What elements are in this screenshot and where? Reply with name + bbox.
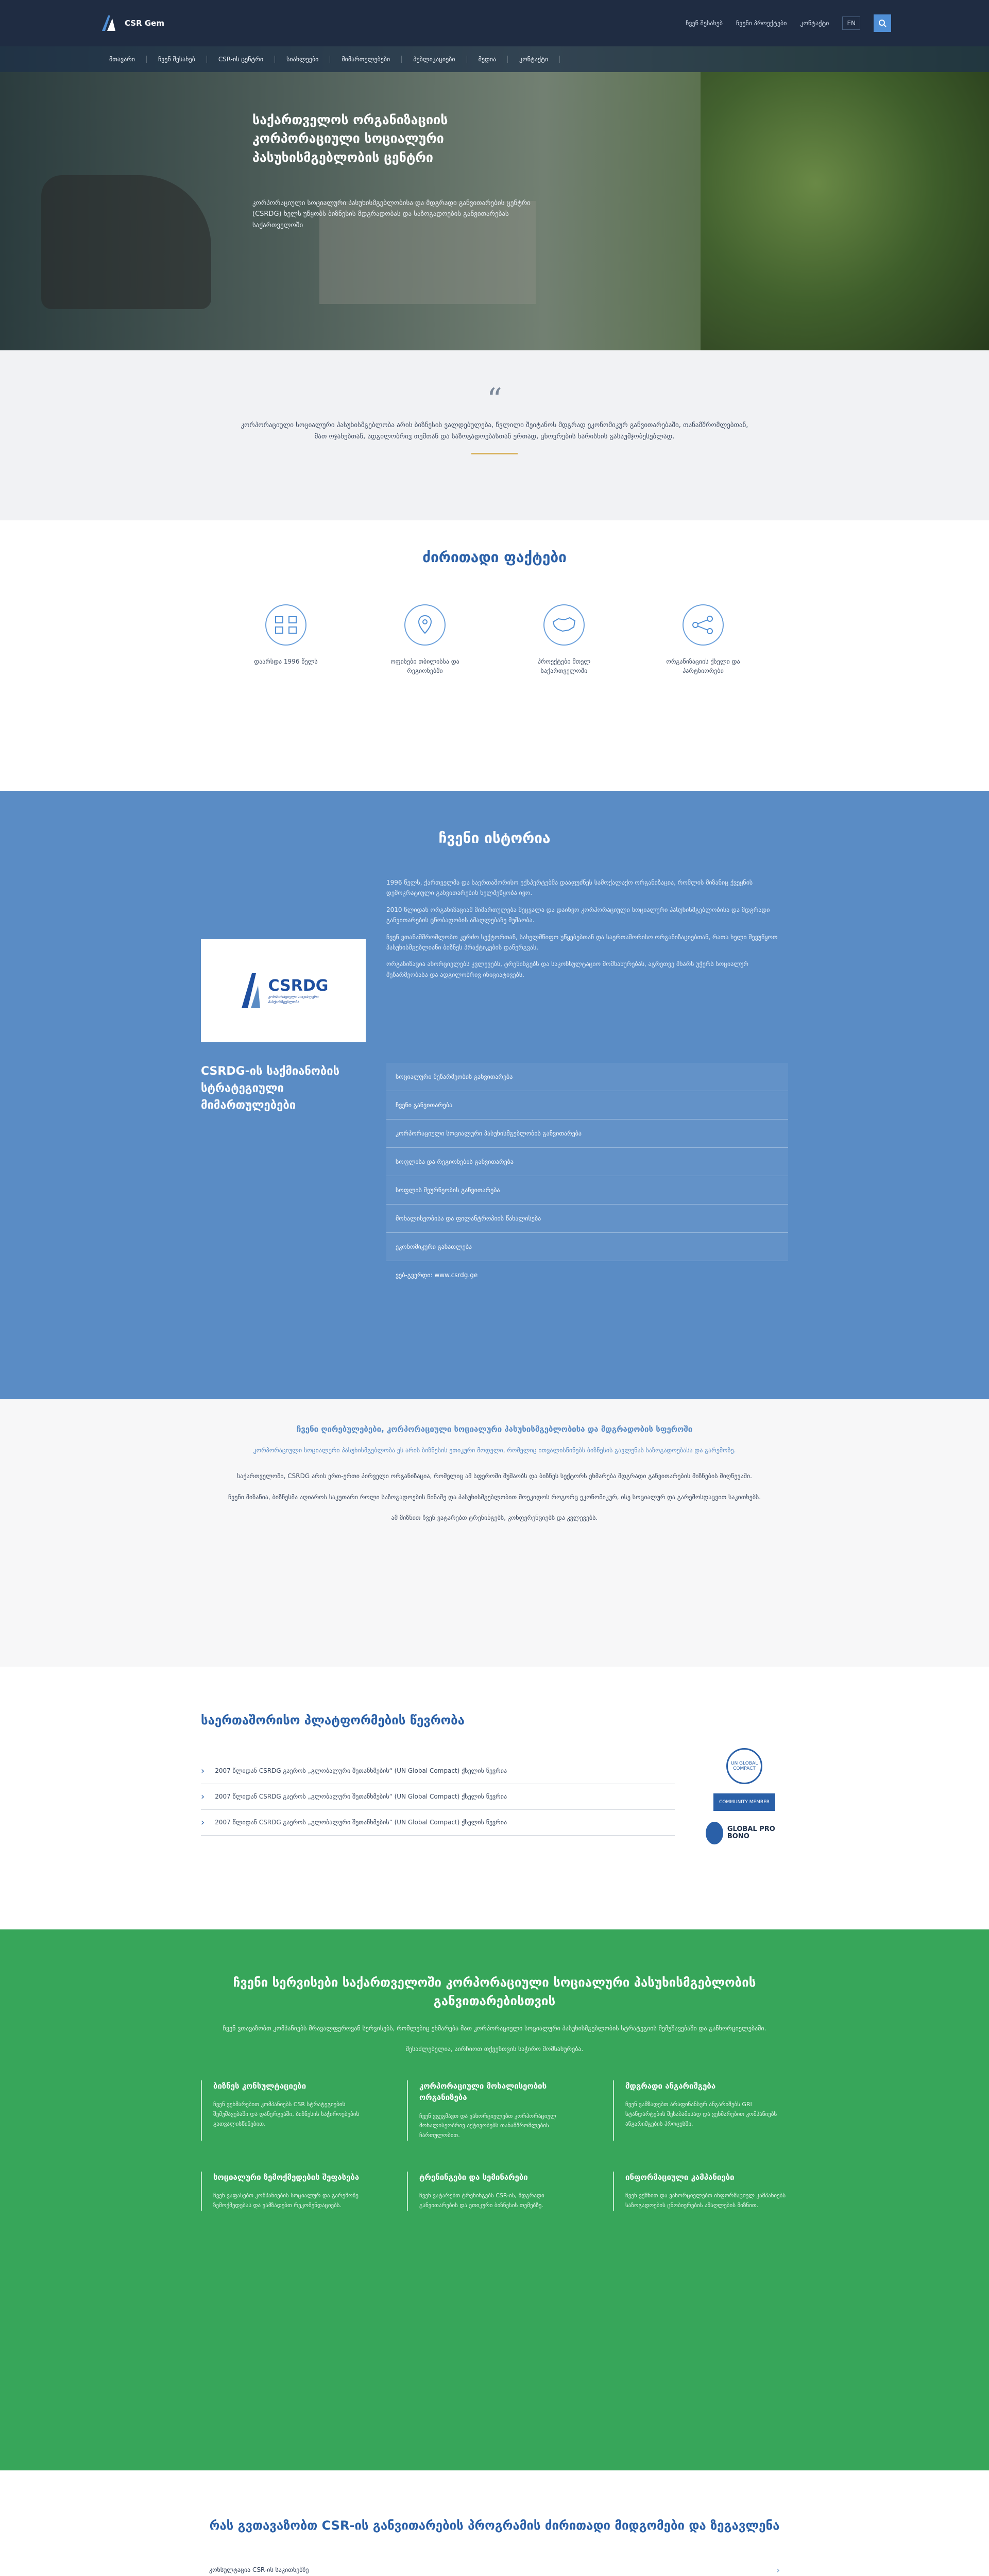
membership-text: 2007 წლიდან CSRDG გაეროს „გლობალური შეთანხმების“ (UN Global Compact) ქსელის წევრია — [215, 1792, 507, 1800]
top-link-contact[interactable]: კონტაქტი — [800, 20, 829, 27]
global-pro-bono-logo[interactable] — [706, 1820, 783, 1846]
principles-title: ჩვენი ღირებულებები, კორპორაციული სოციალური პასუხისმგებლობისა და მდგრადობის სფეროში — [296, 1425, 693, 1434]
nav-item-center[interactable]: CSR-ის ცენტრი — [207, 56, 275, 63]
why-list — [201, 2558, 788, 2576]
why-section — [0, 2470, 989, 2576]
direction-item[interactable]: მოხალისეობისა და ფილანტროპიის წახალისება — [386, 1205, 788, 1233]
service-text: ჩვენ ვატარებთ ტრენინგებს CSR-ის, მდგრადი განვითარების და ეთიკური ბიზნესის თემებზე. — [419, 2192, 544, 2209]
nav-item-news[interactable]: სიახლეები — [275, 56, 330, 63]
principles-paragraph: ამ მიზნით ჩვენ ვატარებთ ტრენინგებს, კონფერენციებს და კვლევებს. — [391, 1514, 598, 1522]
membership-text: 2007 წლიდან CSRDG გაეროს „გლობალური შეთანხმების“ (UN Global Compact) ქსელის წევრია — [215, 1818, 507, 1826]
people-icon — [265, 604, 306, 646]
service-title: ტრენინგები და სემინარები — [419, 2172, 528, 2182]
services-description: ჩვენ ვთავაზობთ კომპანიებს მრავალფეროვან სერვისებს, რომლებიც ეხმარება მათ კორპორაციული სოციალური პასუხისმგებლობის სტრატეგიის შემუშავებაში და განხორციელებაში. — [223, 2025, 766, 2032]
arrow-right-icon: › — [201, 1791, 205, 1802]
service-text: ჩვენ ვქმნით და ვახორციელებთ ინფორმაციულ კამპანიებს საზოგადოების ცნობიერების ამაღლების მიზნით. — [625, 2192, 786, 2209]
nav-item-about[interactable]: ჩვენ შესახებ — [147, 56, 207, 63]
principles-section — [0, 1399, 989, 1667]
services-section — [0, 1929, 989, 2470]
website-link[interactable]: ვებ-გვერდი: www.csrdg.ge — [396, 1272, 478, 1279]
service-title: მდგრადი ანგარიშგება — [625, 2081, 716, 2091]
service-card[interactable] — [407, 2172, 582, 2211]
csrdg-logo — [201, 939, 366, 1042]
quote-text: კორპორაციული სოციალური პასუხისმგებლობა არის ბიზნესის ვალდებულება, წვლილი შეიტანოს მდგრად ეკონომიკურ განვითარებაში, თანამშრომლებთან, მათ ოჯახებთან, ადგილობრივ თემთან და საზოგადოებასთან ერთად, ცხოვრების ხარისხის გასაუმჯობესებლად. — [241, 421, 748, 441]
logo-text: CSR Gem — [125, 19, 164, 28]
service-text: ჩვენ ვეხმარებით კომპანიებს CSR სტრატეგიების შემუშავებაში და დანერგვაში, ბიზნესის საჭიროებების გათვალისწინებით. — [213, 2101, 360, 2127]
service-text: ჩვენ ვამზადებთ არაფინანსურ ანგარიშებს GRI სტანდარტების შესაბამისად და ვეხმარებით კომპანიებს ანგარიშგების პროცესში. — [625, 2101, 777, 2127]
quote-section — [0, 350, 989, 520]
search-button[interactable] — [874, 14, 891, 32]
un-global-compact-logo[interactable]: UN GLOBAL COMPACT — [726, 1748, 762, 1784]
arrow-right-icon: › — [201, 1766, 205, 1776]
nav-item-media[interactable]: მედია — [467, 56, 508, 63]
csrdg-logo-text: CSRDG — [268, 977, 329, 995]
nav-item-directions[interactable]: მიმართულებები — [330, 56, 402, 63]
fact-item — [376, 604, 474, 675]
fact-text: ოფისები თბილისსა და რეგიონებში — [390, 658, 459, 674]
nav-item-contact[interactable]: კონტაქტი — [508, 56, 560, 63]
membership-text: 2007 წლიდან CSRDG გაეროს „გლობალური შეთანხმების“ (UN Global Compact) ქსელის წევრია — [215, 1767, 507, 1774]
csrdg-logo-icon — [238, 970, 262, 1011]
search-icon — [878, 19, 886, 27]
direction-item[interactable]: კორპორაციული სოციალური პასუხისმგებლობის განვითარება — [386, 1120, 788, 1148]
chevron-right-icon: › — [776, 2565, 780, 2575]
service-card[interactable] — [407, 2080, 582, 2141]
service-card[interactable] — [613, 2080, 788, 2141]
nav-item-home[interactable]: მთავარი — [98, 56, 147, 63]
service-text: ჩვენ ვგეგმავთ და ვახორციელებთ კორპორაციულ მოხალისეობრივ აქტივობებს თანამშრომლების ჩართულობით. — [419, 2112, 556, 2139]
global-pro-bono-text: GLOBAL PRO BONO — [727, 1825, 775, 1840]
direction-item[interactable]: სოფლისა და რეგიონების განვითარება — [386, 1148, 788, 1176]
fact-text: დაარსდა 1996 წელს — [254, 658, 318, 665]
facts-title: ძირითადი ფაქტები — [422, 549, 567, 566]
services-description-2: შესაძლებელია, აირჩიოთ თქვენთვის საჭირო მომსახურება. — [405, 2045, 584, 2053]
service-card[interactable] — [613, 2172, 788, 2211]
service-title: სოციალური ზემოქმედების შეფასება — [213, 2172, 360, 2182]
georgia-map-icon — [543, 604, 585, 646]
principles-paragraph: საქართველოში, CSRDG არის ერთ-ერთი პირველი ორგანიზაცია, რომელიც ამ სფეროში მუშაობს და ბიზნეს სექტორს ეხმარება მდგრადი განვითარების მიზნების მიღწევაში. — [237, 1472, 752, 1480]
network-icon — [683, 604, 724, 646]
global-pro-bono-icon — [706, 1822, 723, 1844]
memberships-section — [0, 1667, 989, 1929]
hero-section — [0, 46, 989, 350]
direction-item[interactable]: სოციალური მეწარმეობის განვითარება — [386, 1063, 788, 1091]
principles-paragraph: ჩვენი მიზანია, ბიზნესმა აღიაროს საკუთარი როლი საზოგადოების წინაშე და პასუხისმგებლობით მოეკიდოს როგორც ეკონომიკურ, ისე სოციალურ და გარემოსდაცვით საკითხებს. — [228, 1493, 761, 1501]
accordion-item[interactable] — [201, 2558, 788, 2576]
arrow-right-icon: › — [201, 1817, 205, 1828]
fact-text: პროექტები მთელ საქართველოში — [537, 658, 591, 674]
fact-item — [515, 604, 613, 675]
service-card[interactable] — [201, 2172, 376, 2211]
quote-divider — [471, 453, 518, 454]
direction-item[interactable]: სოფლის მეურნეობის განვითარება — [386, 1176, 788, 1205]
language-switch[interactable]: EN — [842, 16, 860, 30]
direction-item[interactable]: ჩვენი განვითარება — [386, 1091, 788, 1120]
service-card[interactable] — [201, 2080, 376, 2141]
top-bar — [0, 0, 989, 46]
membership-item — [201, 1784, 675, 1810]
memberships-title: საერთაშორისო პლატფორმების წევრობა — [201, 1713, 465, 1727]
map-pin-icon — [404, 604, 446, 646]
facts-section — [0, 520, 989, 791]
service-title: კორპორაციული მოხალისეობის ორგანიზება — [419, 2081, 547, 2103]
history-title: ჩვენი ისტორია — [438, 829, 551, 846]
top-link-projects[interactable]: ჩვენი პროექტები — [736, 20, 787, 27]
membership-item — [201, 1758, 675, 1784]
hero-photo-chair — [41, 175, 211, 309]
fact-text: ორგანიზაციის ქსელი და პარტნიორები — [666, 658, 740, 674]
membership-item — [201, 1810, 675, 1836]
quote-icon: “ — [487, 382, 502, 417]
main-nav — [0, 46, 989, 72]
csrdg-logo-subtitle: კორპორაციული სოციალური პასუხისმგებლობა — [268, 995, 319, 1004]
fact-item — [654, 604, 752, 675]
principles-subtitle: კორპორაციული სოციალური პასუხისმგებლობა ეს არის ბიზნესის ეთიკური მოდელი, რომელიც ითვალისწინებს ბიზნესის გავლენას საზოგადოებასა და გარემოზე. — [253, 1447, 736, 1454]
history-paragraph: ჩვენ ვთანამშრომლობთ კერძო სექტორთან, სახელმწიფო უწყებებთან და საერთაშორისო ორგანიზაციებთან, რათა ხელი შევუწყოთ პასუხისმგებლიანი ბიზნეს პრაქტიკების დანერგვას. — [386, 933, 778, 951]
top-link-about[interactable]: ჩვენ შესახებ — [686, 20, 723, 27]
service-text: ჩვენ ვაფასებთ კომპანიების სოციალურ და გარემოზე ზემოქმედებას და ვამზადებთ რეკომენდაციებს. — [213, 2192, 359, 2209]
community-member-badge[interactable]: COMMUNITY MEMBER — [713, 1793, 775, 1811]
nav-item-publications[interactable]: პუბლიკაციები — [402, 56, 467, 63]
services-title: ჩვენი სერვისები საქართველოში კორპორაციული სოციალური პასუხისმგებლობის განვითარებისთვის — [233, 1975, 756, 2008]
service-title: ბიზნეს კონსულტაციები — [213, 2081, 306, 2091]
service-title: ინფორმაციული კამპანიები — [625, 2172, 735, 2182]
history-paragraph: 2010 წლიდან ორგანიზაციამ მიმართულება შეცვალა და დაიწყო კორპორაციული სოციალური პასუხისმგებლობისა და მდგრადი განვითარების ცნობადობის ამაღლებაზე მუშაობა. — [386, 906, 770, 924]
hero-description: კორპორაციული სოციალური პასუხისმგებლობისა და მდგრადი განვითარების ცენტრი (CSRDG) ხელს უწყობს ბიზნესის მდგრადობას და საზოგადოების განვითარებას საქართველოში — [252, 199, 531, 229]
directions-title: CSRDG-ის საქმიანობის სტრატეგიული მიმართულებები — [201, 1065, 340, 1112]
why-title: რას გვთავაზობთ CSR-ის განვითარების პროგრამის ძირითადი მიდგომები და ზეგავლენა — [209, 2518, 780, 2533]
site-logo[interactable] — [98, 12, 164, 34]
accordion-label: კონსულტაცია CSR-ის საკითხებზე — [209, 2566, 309, 2574]
logo-icon — [98, 12, 120, 34]
history-paragraph: 1996 წელს, ქართველმა და საერთაშორისო ექსპერტებმა დააფუძნეს სამოქალაქო ორგანიზაცია, რომლის მიზანიც ქვეყნის დემოკრატიული განვითარების ხელშეწყობა იყო. — [386, 879, 753, 897]
history-paragraph: ორგანიზაცია ახორციელებს კვლევებს, ტრენინგებს და საკონსულტაციო მომსახურებას, აგრეთვე მხარს უჭერს სოციალურ მეწარმეობასა და ადგილობრივ ინიციატივებს. — [386, 960, 748, 978]
directions-list — [386, 1063, 788, 1289]
hero-photo-plants — [701, 72, 989, 350]
history-text — [386, 877, 788, 1042]
fact-item — [237, 604, 335, 675]
hero-title: საქართველოს ორგანიზაციის კორპორაციული სოციალური პასუხისმგებლობის ცენტრი — [252, 112, 448, 165]
direction-item[interactable]: ეკონომიკური განათლება — [386, 1233, 788, 1261]
history-section — [0, 791, 989, 1399]
